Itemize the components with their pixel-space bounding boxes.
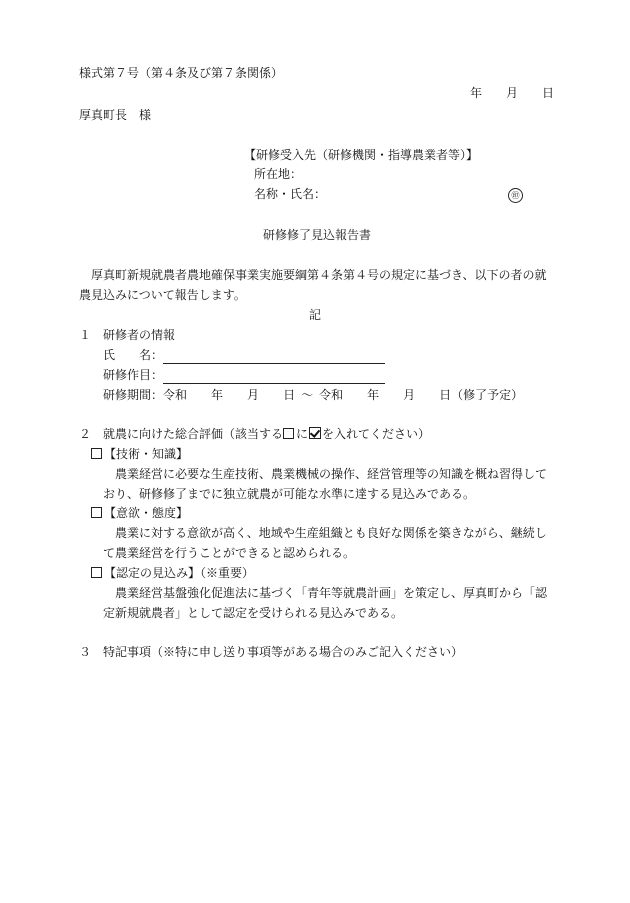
date-day: 日 — [542, 86, 555, 100]
period-year-end: 年 — [367, 388, 380, 402]
section2-heading-mid: に — [296, 427, 309, 441]
period-day-start: 日 — [283, 388, 296, 402]
eval-item-label: 【技術・知識】 — [104, 447, 189, 461]
eval-item-label: 【認定の見込み】（※重要） — [104, 566, 255, 580]
date-year: 年 — [470, 86, 483, 100]
trainee-name-label: 氏 名： — [103, 348, 164, 362]
crop-row — [103, 366, 385, 384]
seal-icon: ㊞ — [508, 188, 523, 203]
section2-heading-post: を入れてください） — [322, 427, 431, 441]
checked-checkbox-icon — [309, 427, 321, 439]
empty-checkbox-icon — [283, 428, 294, 439]
period-day-end: 日 — [439, 388, 452, 402]
technical-checkbox[interactable] — [91, 448, 102, 459]
eval-item-text: 農業経営に必要な生産技術、農業機械の操作、経営管理等の知識を概ね習得しており、研修修了までに独立就農が可能な水準に達する見込みである。 — [103, 467, 548, 501]
addressee: 厚真町長 様 — [79, 108, 152, 122]
attitude-checkbox[interactable] — [91, 507, 102, 518]
period-row — [103, 386, 523, 404]
trainee-name-field[interactable] — [163, 351, 385, 364]
institution-name-label: 名称・氏名： — [254, 187, 327, 201]
eval-item-certification[interactable] — [91, 564, 254, 582]
eval-item-technical[interactable] — [91, 445, 188, 463]
document-title: 研修修了見込報告書 — [263, 228, 372, 242]
seal-mark — [508, 185, 523, 203]
eval-item-label: 【意欲・態度】 — [104, 506, 189, 520]
section3-heading: ３ 特記事項（※特に申し送り事項等がある場合のみご記入ください） — [79, 645, 464, 659]
intro-paragraph: 厚真町新規就農者農地確保事業実施要綱第４条第４号の規定に基づき、以下の者の就農見込みについて報告します。 — [79, 268, 547, 302]
certification-checkbox[interactable] — [91, 567, 102, 578]
form-number: 様式第７号（第４条及び第７条関係） — [79, 66, 284, 80]
period-tilde: 〜 — [301, 388, 314, 402]
period-era-end: 令和 — [319, 388, 344, 402]
date-month: 月 — [506, 86, 519, 100]
period-era-start: 令和 — [163, 388, 188, 402]
ki-heading: 記 — [309, 308, 322, 322]
period-year-start: 年 — [211, 388, 224, 402]
crop-field[interactable] — [163, 371, 385, 384]
period-month-end: 月 — [403, 388, 416, 402]
eval-item-text: 農業経営基盤強化促進法に基づく「青年等就農計画」を策定し、厚真町から「認定新規就農者」として認定を受けられる見込みである。 — [103, 586, 548, 620]
eval-item-text: 農業に対する意欲が高く、地域や生産組織とも良好な関係を築きながら、継続して農業経営を行うことができると認められる。 — [103, 526, 547, 560]
institution-address-label: 所在地： — [254, 167, 303, 181]
date-line — [470, 84, 554, 102]
period-label: 研修期間： — [103, 388, 164, 402]
section2-heading-pre: ２ 就農に向けた総合評価（該当する — [79, 427, 284, 441]
institution-heading: 【研修受入先（研修機関・指導農業者等）】 — [244, 148, 479, 162]
period-month-start: 月 — [247, 388, 260, 402]
trainee-name-row — [103, 346, 385, 364]
crop-label: 研修作目： — [103, 368, 164, 382]
section1-heading: １ 研修者の情報 — [79, 328, 176, 342]
section2-heading — [79, 425, 430, 443]
eval-item-attitude[interactable] — [91, 504, 188, 522]
period-note: （修了予定） — [451, 388, 524, 402]
